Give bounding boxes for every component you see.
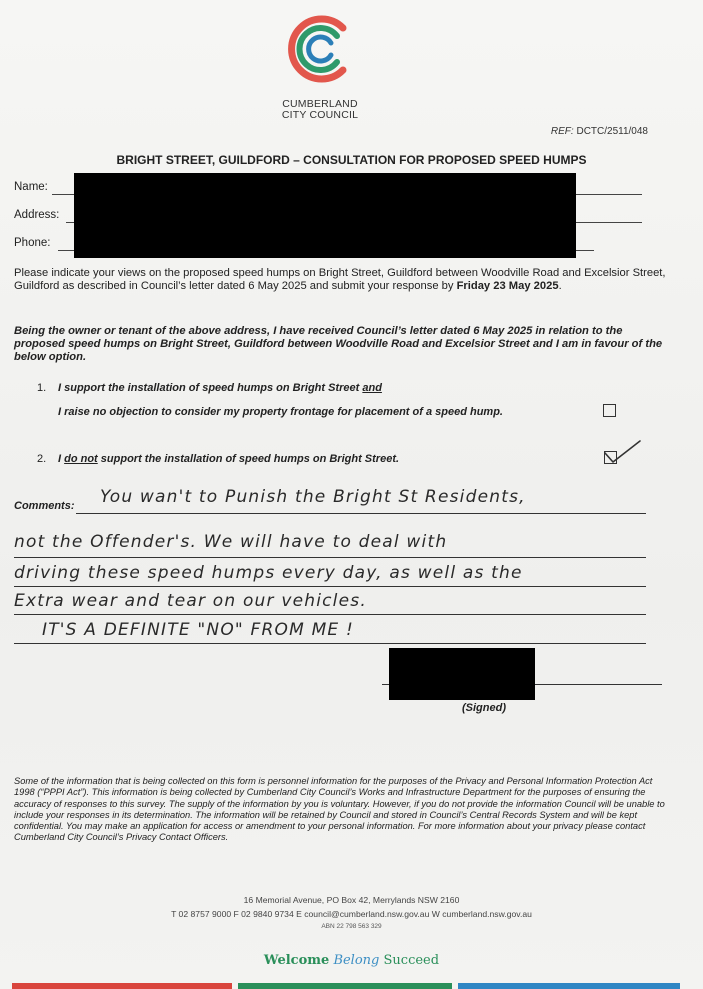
- submission-deadline: Friday 23 May 2025: [456, 280, 559, 292]
- footer-bar-blue: [458, 983, 680, 989]
- footer-tagline: [0, 953, 703, 968]
- option1-and: and: [362, 382, 382, 394]
- footer-address: 16 Memorial Avenue, PO Box 42, Merrylands NSW 2160: [243, 895, 460, 905]
- option1-line2: I raise no objection to consider my property frontage for placement of a speed hump.: [58, 406, 503, 418]
- declaration-paragraph: Being the owner or tenant of the above address, I have received Council’s letter dated 6 May 2025 in relation to the proposed speed humps on Bright Street, Guildford between Woodville Road and Excelsior Street and I am in favour of the below option.: [14, 325, 663, 363]
- option1-support-text: I support the installation of speed humps on Bright Street: [58, 382, 360, 394]
- instructions-end: .: [558, 280, 562, 292]
- instructions-paragraph: [14, 267, 669, 293]
- council-name-line2: CITY COUNCIL: [281, 109, 359, 121]
- footer-abn: ABN 22 798 563 329: [321, 923, 382, 930]
- comment-line-3: driving these speed humps every day, as well as the: [14, 563, 523, 583]
- footer-contacts: T 02 8757 9000 F 02 9840 9734 E council@cumberland.nsw.gov.au W cumberland.nsw.gov.au: [171, 909, 532, 919]
- comment-rule-4: [14, 614, 646, 615]
- tagline-welcome: Welcome: [263, 953, 330, 968]
- option2-pre: I: [58, 453, 62, 465]
- redacted-personal-details: [74, 173, 576, 258]
- signed-label: (Signed): [462, 702, 506, 714]
- council-name: [260, 99, 380, 121]
- privacy-notice: Some of the information that is being collected on this form is personnel information for the purposes of the Privacy and Personal Information Protection Act 1998 (“PPPI Act”). This information is being collected by Cumberland City Council’s Works and Infrastructure Department for the purposes of ensuring the accuracy of responses to this survey. The supply of the information by you is voluntary. However, if you do not provide the information Council will be unable to include your responses in its determination. The information will be retained by Council and stored in Council’s Central Records System and will be kept confidential. You may make an application for access or amendment to your personal information. For more information about your privacy please contact Cumberland City Council’s Privacy Contact Officers.: [14, 776, 665, 843]
- council-name-line1: CUMBERLAND: [282, 98, 358, 110]
- option1-number: 1.: [37, 382, 47, 394]
- option2-line: [58, 453, 399, 465]
- redacted-signature: [389, 648, 535, 700]
- option2-checkmark-icon: [600, 438, 645, 468]
- comment-rule-1: [76, 513, 646, 514]
- council-logo-icon: [285, 14, 355, 84]
- comment-rule-3: [14, 586, 646, 587]
- form-title: BRIGHT STREET, GUILDFORD – CONSULTATION FOR PROPOSED SPEED HUMPS: [116, 153, 587, 167]
- comment-line-5: IT'S A DEFINITE "NO" FROM ME !: [42, 620, 354, 640]
- option2-do-not: do not: [64, 453, 98, 465]
- option1-checkbox[interactable]: [603, 404, 616, 417]
- comment-line-1: You wan't to Punish the Bright St Residents,: [100, 487, 526, 507]
- tagline-belong: Belong: [333, 953, 380, 968]
- reference-number: [551, 126, 648, 137]
- comment-rule-2: [14, 557, 646, 558]
- name-label: Name:: [14, 181, 48, 193]
- phone-label: Phone:: [14, 237, 51, 249]
- comment-rule-5: [14, 643, 646, 644]
- comment-line-2: not the Offender's. We will have to deal with: [14, 532, 448, 552]
- option1-line1: [58, 382, 382, 394]
- footer-bar-green: [238, 983, 452, 989]
- tagline-succeed: Succeed: [383, 953, 440, 968]
- address-label: Address:: [14, 209, 60, 221]
- footer-bar-red: [12, 983, 232, 989]
- ref-label: REF:: [550, 126, 574, 137]
- option2-number: 2.: [37, 453, 47, 465]
- option2-post: support the installation of speed humps on Bright Street.: [100, 453, 400, 465]
- instructions-text: Please indicate your views on the proposed speed humps on Bright Street, Guildford between Woodville Road and Excelsior Street, Guildford as described in Council’s letter dated 6 May 2025 and submit your response by: [14, 267, 666, 292]
- comment-line-4: Extra wear and tear on our vehicles.: [14, 591, 367, 611]
- ref-value: DCTC/2511/048: [576, 126, 648, 137]
- comments-label: Comments:: [14, 500, 75, 512]
